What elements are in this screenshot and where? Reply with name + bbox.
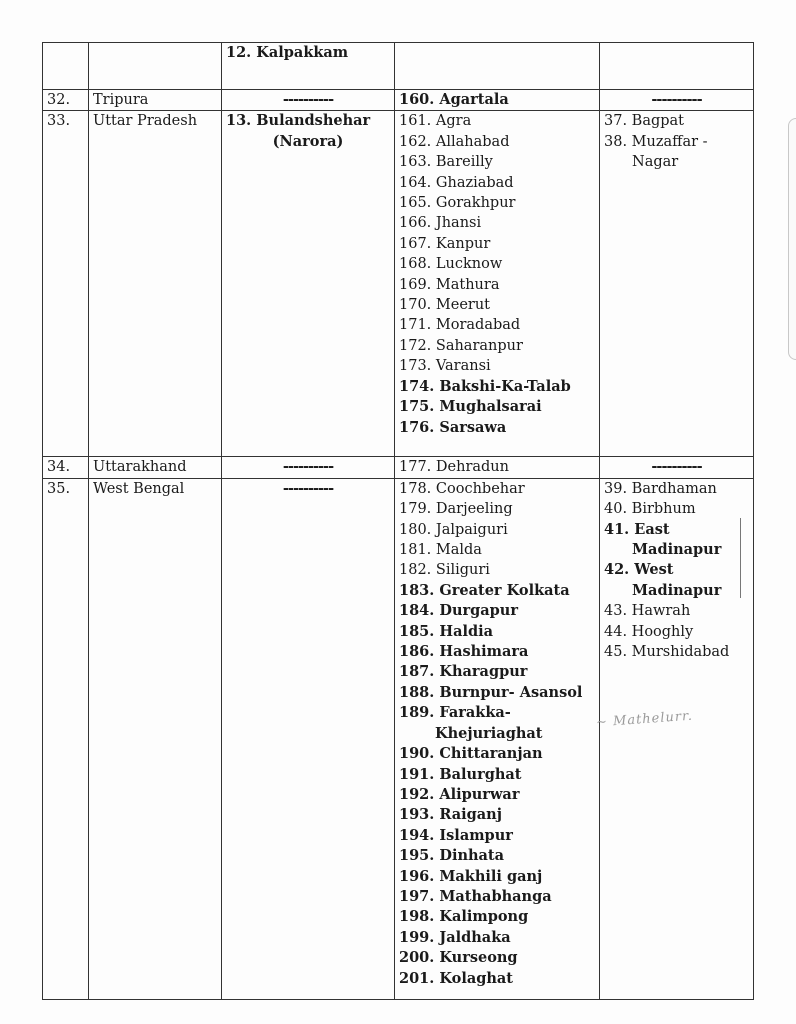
station-group-entry: (Narora) [272,132,344,150]
city-list-cell [395,478,600,999]
serial-number-cell: 34. [43,457,89,478]
district-entry: Madinapur [632,541,722,559]
city-entry: 188. Burnpur- Asansol [399,683,583,701]
stations-table [42,42,754,1000]
city-entry: 167. Kanpur [399,235,491,252]
city-entry: 191. Balurghat [399,765,522,783]
station-group-cell [222,43,395,90]
city-entry: 200. Kurseong [399,949,518,967]
city-list-cell [395,111,600,457]
city-entry: 199. Jaldhaka [399,928,511,946]
serial-number-cell: 32. [43,90,89,111]
district-list-cell [600,457,754,478]
station-group-cell [222,90,395,111]
table-row [43,478,754,999]
district-list-cell [600,43,754,90]
city-entry: 192. Alipurwar [399,785,520,803]
state-name-cell: Uttar Pradesh [89,111,222,457]
dash-placeholder: ---------- [651,91,702,108]
city-entry: 183. Greater Kolkata [399,581,570,599]
station-group-cell [222,111,395,457]
district-entry: 41. East [604,520,670,538]
city-entry: 170. Meerut [399,297,491,314]
district-entry: 43. Hawrah [604,603,691,620]
district-list-cell [600,90,754,111]
city-entry: 178. Coochbehar [399,480,525,497]
dash-placeholder: ---------- [282,479,334,497]
dash-placeholder: ---------- [651,458,702,476]
district-list-cell [600,111,754,457]
city-entry: 186. Hashimara [399,643,529,661]
city-entry: 194. Islampur [399,826,513,844]
state-name-cell: Uttarakhand [89,457,222,478]
city-entry: 164. Ghaziabad [399,174,514,191]
station-group-cell [222,478,395,999]
station-group-entry: 12. Kalpakkam [226,44,349,61]
table-row [43,111,754,457]
scroll-indicator[interactable] [788,118,796,360]
state-name-cell [89,43,222,90]
city-entry: 187. Kharagpur [399,663,528,681]
city-entry: 166. Jhansi [399,215,482,232]
station-group-cell [222,457,395,478]
handwritten-bracket-mark [726,518,741,598]
city-entry: 193. Raiganj [399,806,502,824]
city-entry: Khejuriaghat [435,724,543,742]
city-entry: 189. Farakka- [399,704,511,722]
district-entry: 38. Muzaffar - [604,133,708,150]
city-entry: 176. Sarsawa [399,418,507,436]
city-entry: 173. Varansi [399,358,491,375]
city-list-cell [395,457,600,478]
city-entry: 171. Moradabad [399,317,521,334]
city-entry: 163. Bareilly [399,154,493,171]
city-entry: 180. Jalpaiguri [399,521,508,538]
city-entry: 190. Chittaranjan [399,745,543,763]
city-entry: 169. Mathura [399,276,500,293]
serial-number-cell: 33. [43,111,89,457]
city-entry: 175. Mughalsarai [399,398,542,416]
city-entry: 168. Lucknow [399,256,503,273]
city-entry: 161. Agra [399,113,472,130]
district-entry: 45. Murshidabad [604,644,730,661]
district-entry: 40. Birbhum [604,501,696,518]
city-entry: 182. Siliguri [399,562,490,579]
table-row [43,457,754,478]
city-entry: 196. Makhili ganj [399,867,543,885]
serial-number-cell: 35. [43,478,89,999]
city-entry: 174. Bakshi-Ka-Talab [399,377,571,395]
city-list-cell [395,43,600,90]
city-entry: 165. Gorakhpur [399,195,516,212]
city-list-cell [395,90,600,111]
table-row [43,90,754,111]
district-entry: 37. Bagpat [604,113,685,130]
city-entry: 184. Durgapur [399,602,518,620]
city-entry: 172. Saharanpur [399,337,523,354]
district-entry: 44. Hooghly [604,623,694,640]
state-name-cell: Tripura [89,90,222,111]
city-entry: 198. Kalimpong [399,908,529,926]
table-row [43,43,754,90]
city-entry: 201. Kolaghat [399,969,513,987]
city-entry: 179. Darjeeling [399,501,513,518]
city-entry: 185. Haldia [399,622,494,640]
city-entry: 160. Agartala [399,91,509,108]
city-entry: 197. Mathabhanga [399,887,552,905]
district-entry: Madinapur [632,581,722,599]
dash-placeholder: ---------- [282,91,334,108]
dash-placeholder: ---------- [282,458,334,476]
handwritten-signature: ~ Mathelurr. [595,708,694,731]
district-entry: 39. Bardhaman [604,480,717,497]
city-entry: 195. Dinhata [399,847,505,865]
city-entry: 177. Dehradun [399,459,509,476]
city-entry: 162. Allahabad [399,133,510,150]
serial-number-cell [43,43,89,90]
district-entry: 42. West [604,561,674,579]
district-entry: Nagar [632,154,679,171]
city-entry: 181. Malda [399,542,482,559]
state-name-cell: West Bengal [89,478,222,999]
station-group-entry: 13. Bulandshehar [226,112,371,130]
